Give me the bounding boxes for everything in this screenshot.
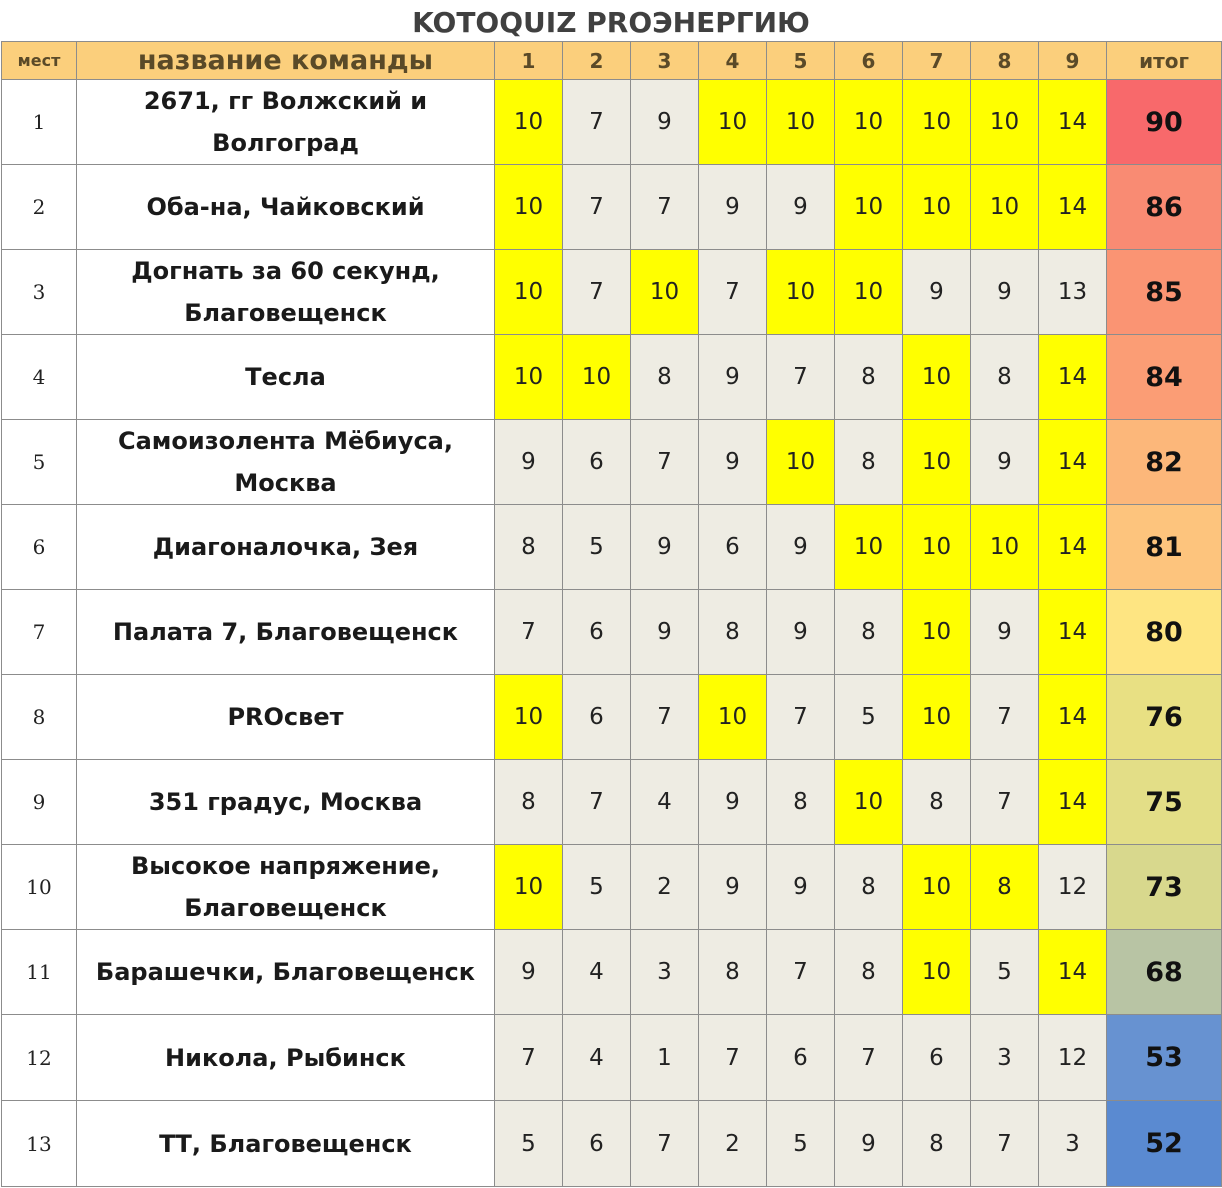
score-cell: 2 [699,1101,767,1187]
score-cell: 9 [631,505,699,590]
total-cell: 53 [1107,1015,1222,1101]
score-cell: 7 [835,1015,903,1101]
score-cell: 10 [903,845,971,930]
score-cell: 2 [631,845,699,930]
total-cell: 68 [1107,930,1222,1015]
score-cell: 8 [971,845,1039,930]
score-cell: 9 [631,590,699,675]
team-name-cell: 2671, гг Волжский и Волгоград [77,80,495,165]
header-row [2,42,1222,80]
score-cell: 7 [563,760,631,845]
total-cell: 76 [1107,675,1222,760]
score-cell: 9 [767,590,835,675]
score-cell: 9 [699,420,767,505]
score-cell: 6 [903,1015,971,1101]
score-cell: 6 [767,1015,835,1101]
score-cell: 14 [1039,930,1107,1015]
score-cell: 9 [699,165,767,250]
score-cell: 4 [563,930,631,1015]
table-row [2,335,1222,420]
score-cell: 10 [835,505,903,590]
score-cell: 10 [495,675,563,760]
total-cell: 86 [1107,165,1222,250]
team-name-cell: Догнать за 60 секунд, Благовещенск [77,250,495,335]
team-name-cell: Палата 7, Благовещенск [77,590,495,675]
table-row [2,165,1222,250]
round-header: 7 [903,42,971,80]
place-cell: 12 [2,1015,77,1101]
total-cell: 81 [1107,505,1222,590]
score-cell: 9 [835,1101,903,1187]
place-cell: 8 [2,675,77,760]
round-header: 8 [971,42,1039,80]
score-cell: 10 [835,165,903,250]
score-cell: 10 [767,80,835,165]
score-cell: 6 [563,420,631,505]
score-cell: 8 [835,845,903,930]
score-cell: 8 [903,1101,971,1187]
score-cell: 8 [767,760,835,845]
team-name-cell: Высокое напряжение, Благовещенск [77,845,495,930]
team-name-cell: Диагоналочка, Зея [77,505,495,590]
score-cell: 10 [903,930,971,1015]
score-cell: 3 [631,930,699,1015]
round-header: 3 [631,42,699,80]
score-cell: 14 [1039,675,1107,760]
table-row [2,420,1222,505]
score-cell: 7 [631,675,699,760]
score-cell: 10 [631,250,699,335]
score-cell: 9 [971,590,1039,675]
score-cell: 10 [971,80,1039,165]
score-cell: 10 [495,845,563,930]
score-cell: 8 [699,590,767,675]
score-cell: 8 [495,760,563,845]
score-cell: 9 [495,420,563,505]
round-header: 6 [835,42,903,80]
score-cell: 3 [971,1015,1039,1101]
table-row [2,1101,1222,1187]
score-cell: 7 [631,165,699,250]
table-row [2,590,1222,675]
total-cell: 82 [1107,420,1222,505]
score-cell: 9 [699,845,767,930]
score-cell: 7 [495,1015,563,1101]
round-header: 4 [699,42,767,80]
score-cell: 5 [563,845,631,930]
place-cell: 10 [2,845,77,930]
score-cell: 10 [495,250,563,335]
round-header: 1 [495,42,563,80]
score-cell: 10 [903,675,971,760]
score-cell: 8 [903,760,971,845]
score-cell: 5 [835,675,903,760]
score-cell: 8 [835,420,903,505]
team-name-cell: Тесла [77,335,495,420]
score-cell: 10 [971,165,1039,250]
round-header: 5 [767,42,835,80]
score-cell: 9 [971,420,1039,505]
score-cell: 9 [631,80,699,165]
score-cell: 5 [563,505,631,590]
score-cell: 10 [495,80,563,165]
score-cell: 10 [699,80,767,165]
score-cell: 12 [1039,845,1107,930]
place-cell: 4 [2,335,77,420]
place-cell: 13 [2,1101,77,1187]
place-cell: 7 [2,590,77,675]
score-cell: 14 [1039,760,1107,845]
team-name-cell: 351 градус, Москва [77,760,495,845]
team-name-cell: Самоизолента Мёбиуса, Москва [77,420,495,505]
score-cell: 7 [563,80,631,165]
place-cell: 6 [2,505,77,590]
score-cell: 7 [631,420,699,505]
score-cell: 7 [699,1015,767,1101]
score-cell: 12 [1039,1015,1107,1101]
score-cell: 7 [767,335,835,420]
score-cell: 10 [767,250,835,335]
score-cell: 10 [767,420,835,505]
score-cell: 4 [631,760,699,845]
score-cell: 8 [835,590,903,675]
place-cell: 5 [2,420,77,505]
score-cell: 6 [563,590,631,675]
score-cell: 10 [903,590,971,675]
score-cell: 7 [699,250,767,335]
score-cell: 9 [699,760,767,845]
score-cell: 5 [971,930,1039,1015]
score-cell: 9 [903,250,971,335]
place-cell: 3 [2,250,77,335]
score-cell: 7 [971,1101,1039,1187]
score-cell: 7 [971,760,1039,845]
total-cell: 52 [1107,1101,1222,1187]
score-cell: 1 [631,1015,699,1101]
score-cell: 5 [495,1101,563,1187]
score-cell: 10 [903,505,971,590]
score-cell: 10 [835,80,903,165]
score-cell: 7 [495,590,563,675]
team-name-cell: ТТ, Благовещенск [77,1101,495,1187]
score-cell: 13 [1039,250,1107,335]
score-cell: 14 [1039,505,1107,590]
score-cell: 10 [903,165,971,250]
total-cell: 84 [1107,335,1222,420]
score-cell: 3 [1039,1101,1107,1187]
score-cell: 9 [767,505,835,590]
score-cell: 9 [971,250,1039,335]
score-cell: 10 [563,335,631,420]
score-cell: 10 [835,250,903,335]
score-cell: 10 [903,335,971,420]
score-cell: 9 [767,165,835,250]
table-row [2,760,1222,845]
place-cell: 2 [2,165,77,250]
total-cell: 90 [1107,80,1222,165]
score-cell: 14 [1039,80,1107,165]
round-header: 2 [563,42,631,80]
score-cell: 14 [1039,335,1107,420]
page-title: KOTOQUIZ PROЭНЕРГИЮ [412,6,810,39]
total-header: итог [1107,42,1222,80]
total-cell: 85 [1107,250,1222,335]
score-cell: 8 [631,335,699,420]
score-cell: 6 [563,1101,631,1187]
table-row [2,505,1222,590]
score-cell: 7 [563,250,631,335]
score-cell: 7 [631,1101,699,1187]
score-cell: 10 [971,505,1039,590]
score-cell: 4 [563,1015,631,1101]
score-cell: 7 [767,675,835,760]
score-cell: 7 [563,165,631,250]
score-cell: 9 [767,845,835,930]
score-cell: 7 [971,675,1039,760]
results-table [1,41,1222,1187]
score-cell: 7 [767,930,835,1015]
score-cell: 8 [495,505,563,590]
team-name-cell: Оба-на, Чайковский [77,165,495,250]
table-row [2,675,1222,760]
score-cell: 14 [1039,420,1107,505]
score-cell: 9 [495,930,563,1015]
team-header: название команды [77,42,495,80]
place-header: мест [2,42,77,80]
score-cell: 14 [1039,590,1107,675]
score-cell: 5 [767,1101,835,1187]
score-cell: 9 [699,335,767,420]
team-name-cell: Барашечки, Благовещенск [77,930,495,1015]
score-cell: 10 [903,420,971,505]
total-cell: 80 [1107,590,1222,675]
place-cell: 1 [2,80,77,165]
table-row [2,250,1222,335]
total-cell: 75 [1107,760,1222,845]
table-row [2,845,1222,930]
score-cell: 8 [699,930,767,1015]
round-header: 9 [1039,42,1107,80]
table-row [2,80,1222,165]
score-cell: 8 [835,930,903,1015]
score-cell: 10 [495,335,563,420]
score-cell: 10 [903,80,971,165]
score-cell: 10 [835,760,903,845]
score-cell: 8 [835,335,903,420]
place-cell: 9 [2,760,77,845]
table-row [2,1015,1222,1101]
team-name-cell: PROсвет [77,675,495,760]
table-row [2,930,1222,1015]
score-cell: 6 [563,675,631,760]
score-cell: 8 [971,335,1039,420]
score-cell: 10 [699,675,767,760]
score-cell: 6 [699,505,767,590]
score-cell: 10 [495,165,563,250]
score-cell: 14 [1039,165,1107,250]
place-cell: 11 [2,930,77,1015]
team-name-cell: Никола, Рыбинск [77,1015,495,1101]
total-cell: 73 [1107,845,1222,930]
